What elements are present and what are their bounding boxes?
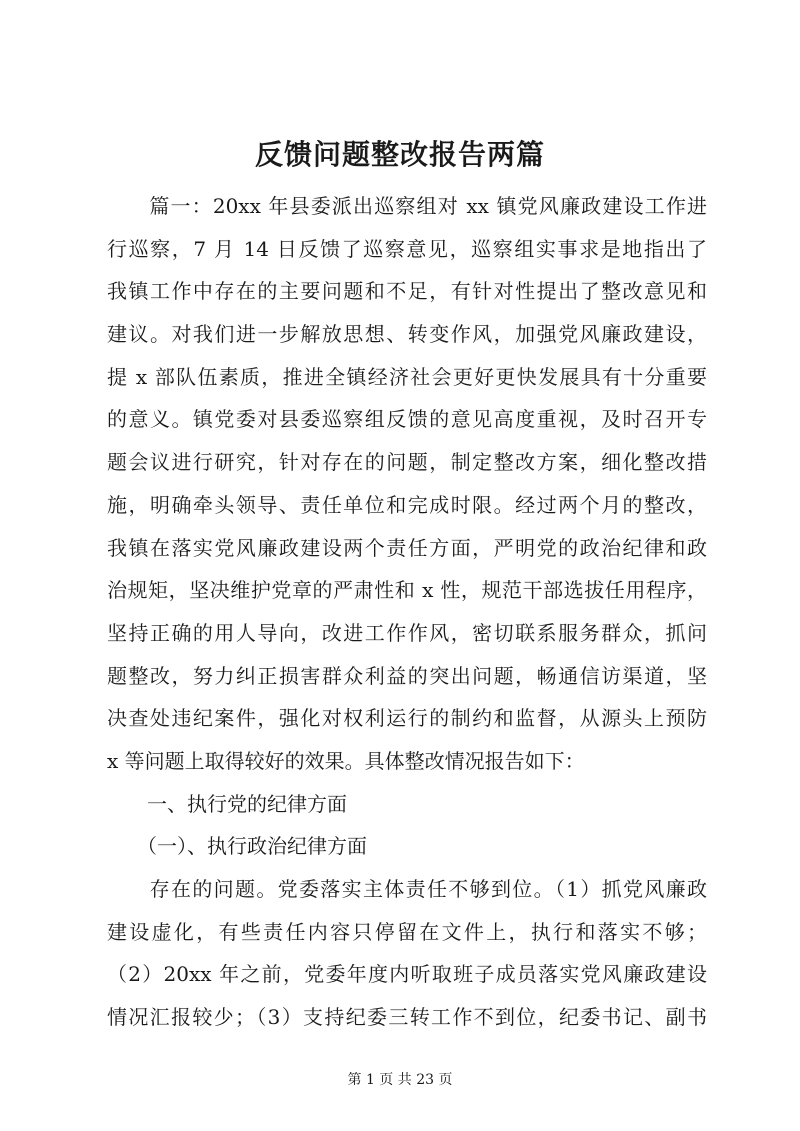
page-number-footer: 第 1 页 共 23 页 [347, 1072, 453, 1088]
body-line: 建设虚化，有些责任内容只停留在文件上，执行和落实不够； [107, 920, 707, 944]
body-line: 坚持正确的用人导向，改进工作作风，密切联系服务群众，抓问 [107, 621, 707, 645]
body-line: 建议。对我们进一步解放思想、转变作风，加强党风廉政建设， [107, 322, 707, 346]
body-line: 决查处违纪案件，强化对权利运行的制约和监督，从源头上预防 [107, 706, 707, 730]
body-line: 我镇工作中存在的主要问题和不足，有针对性提出了整改意见和 [107, 279, 707, 303]
body-line: 存在的问题。党委落实主体责任不够到位。（1）抓党风廉政 [107, 877, 707, 901]
document-title: 反馈问题整改报告两篇 [254, 138, 545, 171]
body-line: 情况汇报较少；（3）支持纪委三转工作不到位，纪委书记、副书 [107, 1005, 707, 1029]
body-line: 行巡察，7 月 14 日反馈了巡察意见，巡察组实事求是地指出了 [107, 237, 707, 261]
subsection-heading: （一）、执行政治纪律方面 [107, 834, 367, 858]
body-line: 提 x 部队伍素质，推进全镇经济社会更好更快发展具有十分重要 [107, 365, 707, 389]
body-line: 的意义。镇党委对县委巡察组反馈的意见高度重视，及时召开专 [107, 407, 707, 431]
body-line: x 等问题上取得较好的效果。具体整改情况报告如下： [107, 749, 585, 773]
body-line: 题会议进行研究，针对存在的问题，制定整改方案，细化整改措 [107, 450, 707, 474]
section-heading: 一、执行党的纪律方面 [107, 792, 347, 816]
body-line: 施，明确牵头领导、责任单位和完成时限。经过两个月的整改， [107, 493, 707, 517]
body-line: 治规矩，坚决维护党章的严肃性和 x 性，规范干部选拔任用程序， [107, 578, 707, 602]
body-line: （2）20xx 年之前，党委年度内听取班子成员落实党风廉政建设 [107, 962, 707, 986]
body-line: 我镇在落实党风廉政建设两个责任方面，严明党的政治纪律和政 [107, 536, 707, 560]
body-line: 题整改，努力纠正损害群众利益的突出问题，畅通信访渠道，坚 [107, 664, 707, 688]
body-line: 篇一：20xx 年县委派出巡察组对 xx 镇党风廉政建设工作进 [107, 194, 707, 218]
